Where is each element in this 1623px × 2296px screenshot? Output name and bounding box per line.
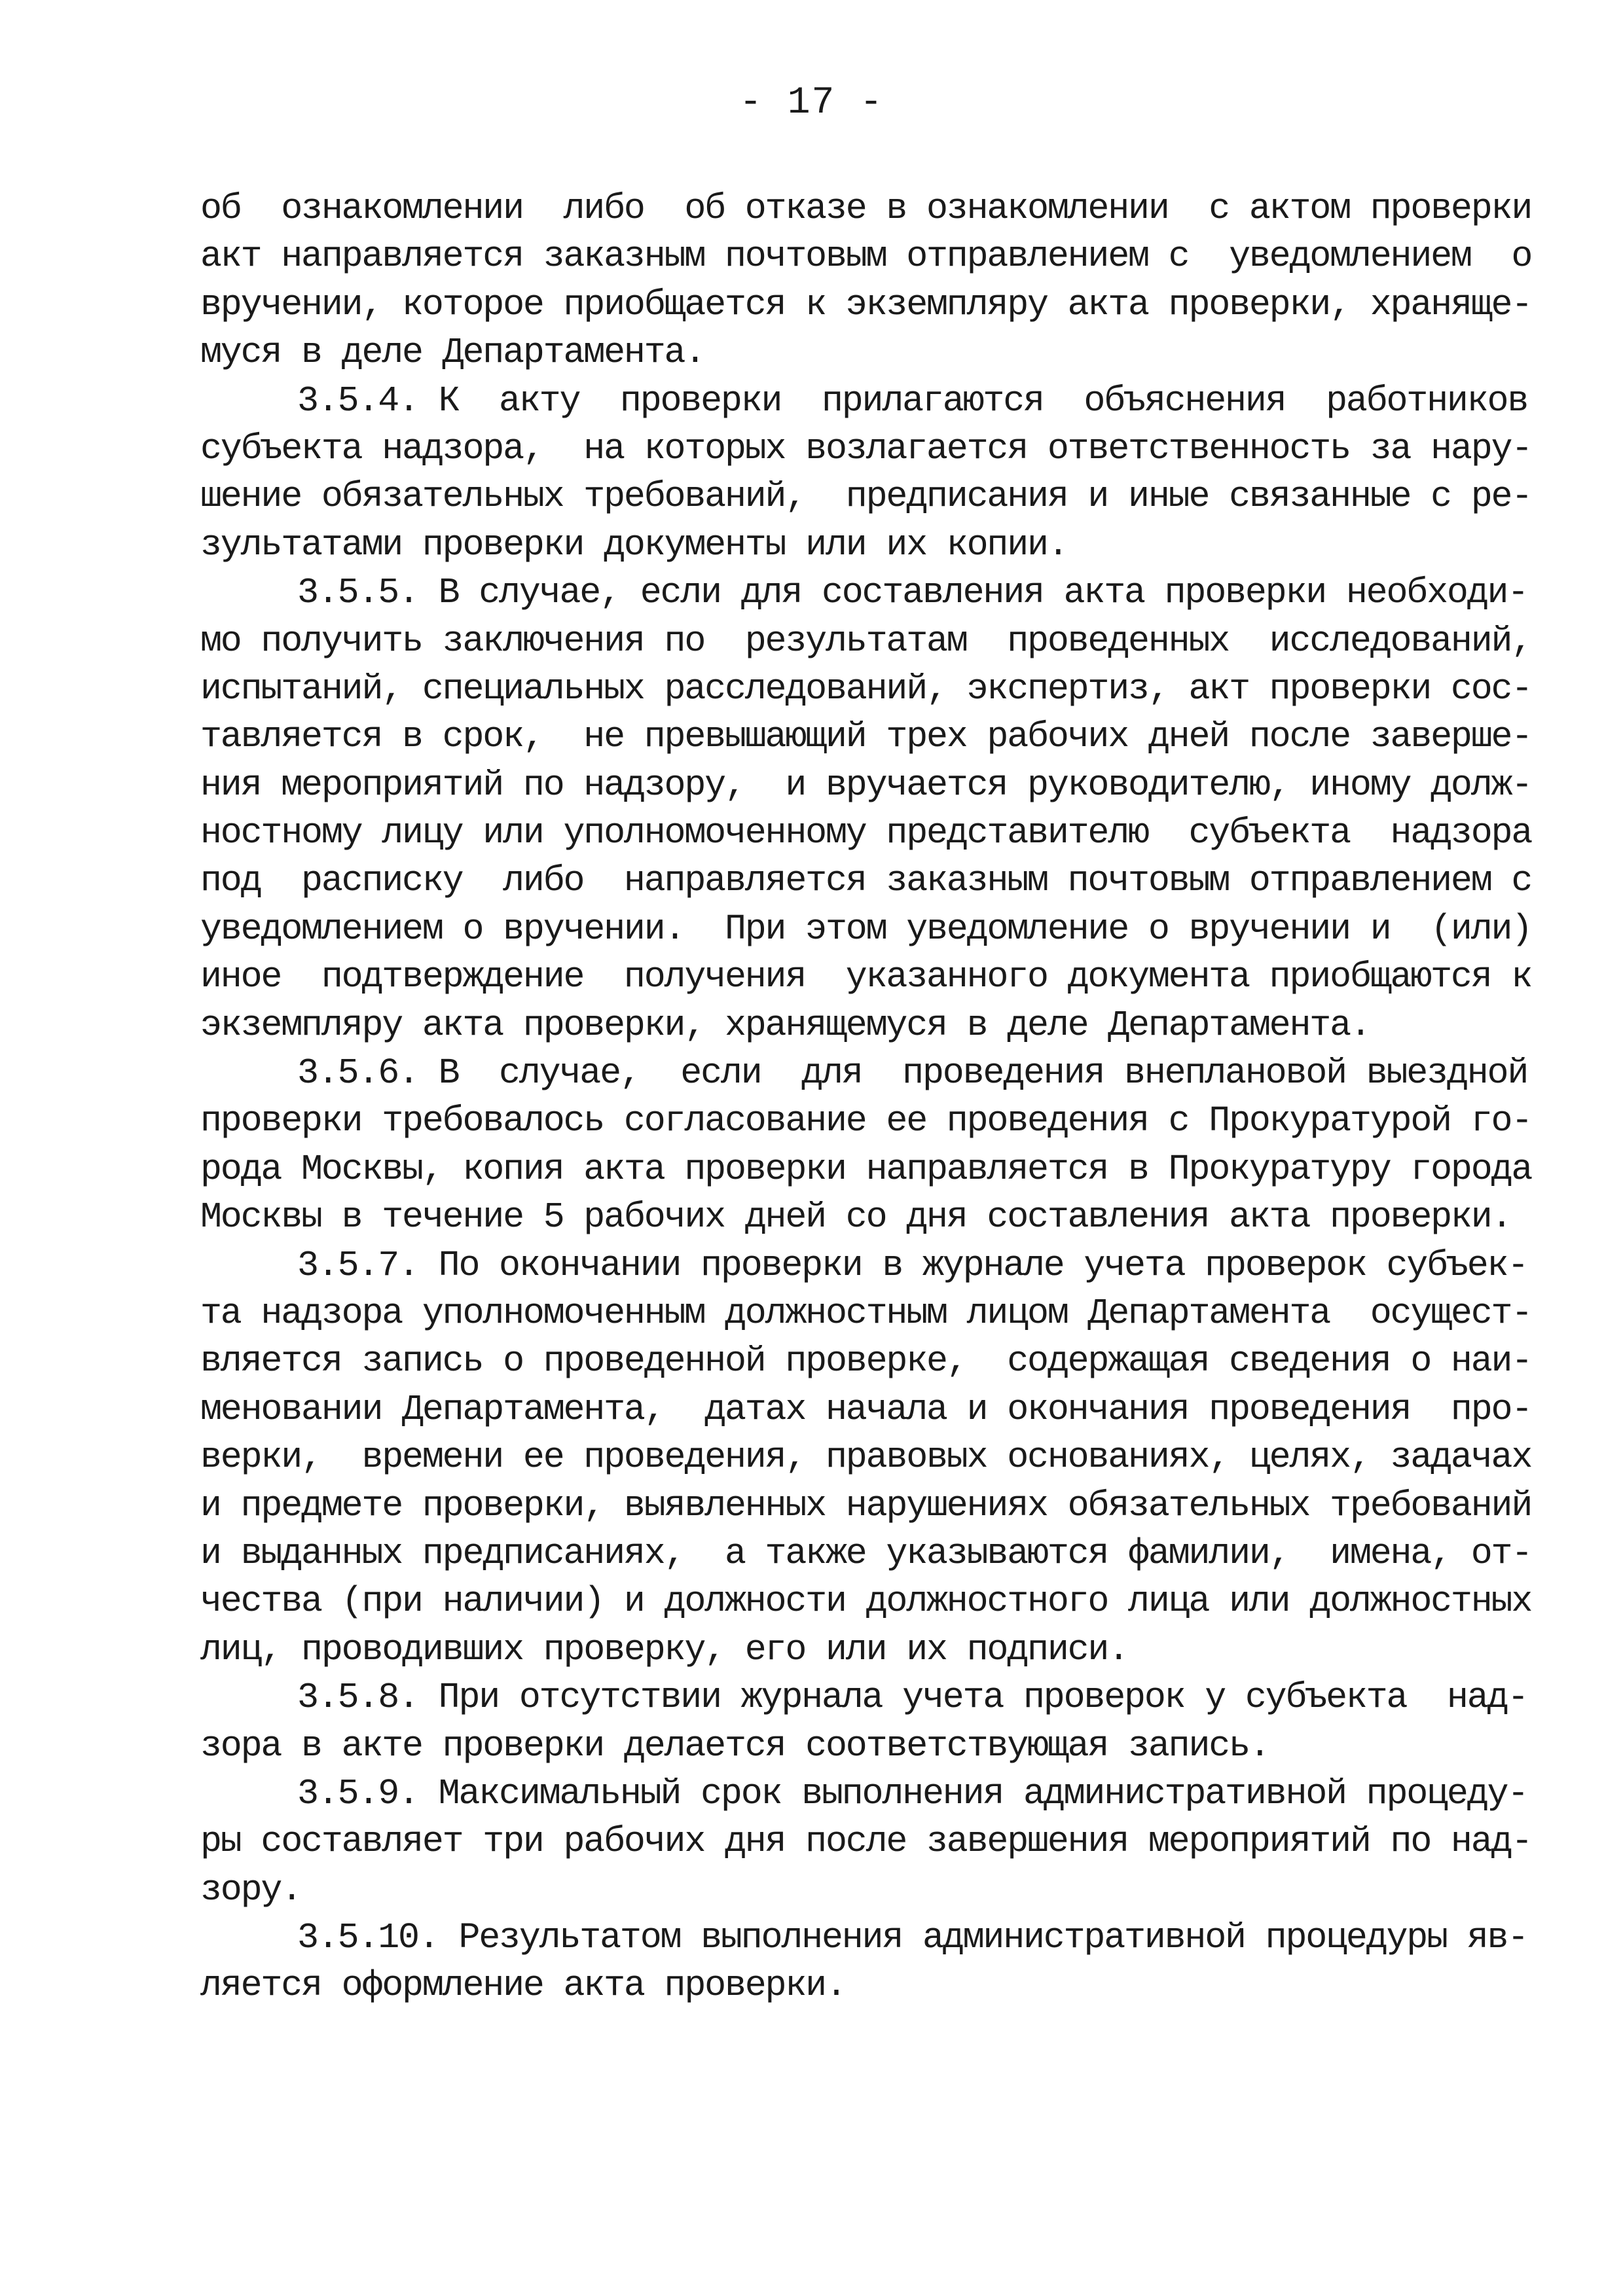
text-line: та надзора уполномоченным должностным лицом Департамента осущест- [200,1292,1532,1334]
text-line: вляется запись о проведенной проверке, содержащая сведения о наи- [200,1340,1532,1382]
text-line: 3.5.6. В случае, если для проведения внеплановой выездной [297,1052,1528,1094]
text-line: и предмете проверки, выявленных нарушениях обязательных требований [200,1484,1532,1526]
text-line: верки, времени ее проведения, правовых основаниях, целях, задачах [200,1437,1532,1479]
text-line: ния мероприятий по надзору, и вручается руководителю, иному долж- [200,764,1532,806]
text-line: 3.5.4. К акту проверки прилагаются объяснения работников [297,380,1528,422]
text-line: меновании Департамента, датах начала и окончания проведения про- [200,1388,1532,1430]
text-line: иное подтверждение получения указанного документа приобщаются к [200,956,1532,998]
text-line: вручении, которое приобщается к экземпляру акта проверки, хранящe- [200,283,1532,325]
paragraph-3-5-8 [200,1674,1528,1770]
text-line: 3.5.9. Максимальный срок выполнения административной процеду- [297,1772,1528,1814]
document-body [200,185,1532,2010]
paragraph-3-5-6 [200,1049,1532,1242]
text-line: Москвы в течение 5 рабочих дней со дня составления акта проверки. [200,1196,1512,1238]
text-line: ляется оформление акта проверки. [200,1965,846,2007]
text-line: и выданных предписаниях, а также указываются фамилии, имена, от- [200,1532,1532,1574]
text-line: 3.5.7. По окончании проверки в журнале учета проверок субъек- [297,1244,1528,1286]
text-line: рода Москвы, копия акта проверки направляется в Прокуратуру города [200,1148,1532,1190]
text-line: лиц, проводивших проверку, его или их подписи. [200,1628,1129,1670]
text-line: об ознакомлении либо об отказе в ознакомлении с актом проверки [200,188,1532,229]
text-line: шение обязательных требований, предписания и иные связанные с ре- [200,476,1532,518]
text-line: ностному лицу или уполномоченному представителю субъекта надзора [200,812,1532,854]
text-line: муся в деле Департамента. [200,332,705,374]
paragraph-3-5-9 [200,1770,1532,1914]
text-line: ры составляет три рабочих дня после завершения мероприятий по над- [200,1821,1532,1863]
paragraph-3-5-5 [200,569,1532,1049]
text-line: зору. [200,1869,302,1910]
text-line: проверки требовалось согласование ее проведения с Прокуратурой го- [200,1100,1532,1142]
paragraph-3-5-10 [200,1914,1528,2010]
text-line: зора в акте проверки делается соответствующая запись. [200,1725,1269,1767]
text-line: акт направляется заказным почтовым отправлением с уведомлением о [200,236,1532,278]
text-line: уведомлением о вручении. При этом уведомление о вручении и (или) [200,908,1532,950]
text-line: зультатами проверки документы или их копии. [200,524,1068,565]
text-line: чества (при наличии) и должности должностного лица или должностных [200,1581,1532,1623]
page-number: - 17 - [739,82,884,124]
text-line: тавляется в срок, не превышающий трех рабочих дней после заверше- [200,716,1532,758]
text-line: субъекта надзора, на которых возлагается ответственность за нару- [200,427,1532,469]
text-line: экземпляру акта проверки, хранящемуся в деле Департамента. [200,1004,1370,1046]
text-line: испытаний, специальных расследований, экспертиз, акт проверки сос- [200,668,1532,709]
text-line: под расписку либо направляется заказным почтовым отправлением с [200,860,1532,902]
paragraph-3-5-7 [200,1242,1532,1674]
text-line: мо получить заключения по результатам проведенных исследований, [200,620,1532,662]
paragraph-continuation [200,185,1532,377]
text-line: 3.5.10. Результатом выполнения административной процедуры яв- [297,1917,1528,1959]
text-line: 3.5.5. В случае, если для составления акта проверки необходи- [297,572,1528,614]
paragraph-3-5-4 [200,377,1532,569]
text-line: 3.5.8. При отсутствии журнала учета проверок у субъекта над- [297,1677,1528,1719]
